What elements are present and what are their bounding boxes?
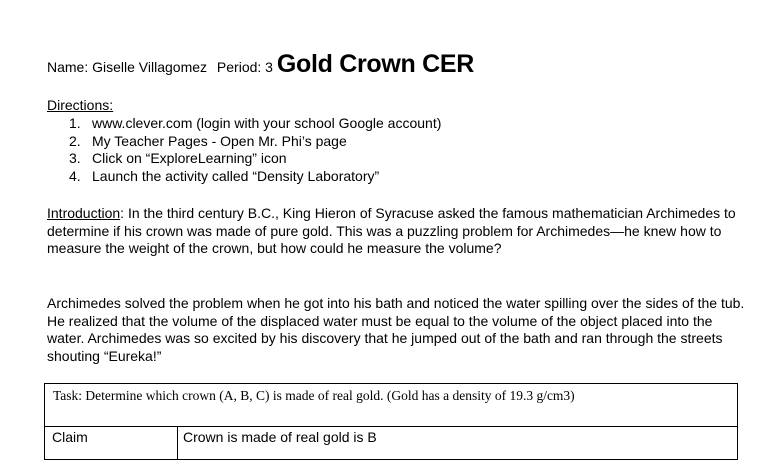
period-label: Period:: [216, 59, 262, 75]
directions-list: [47, 115, 441, 185]
list-item-number: 1.: [69, 115, 81, 131]
list-item: [47, 150, 441, 168]
list-item-text: www.clever.com (login with your school Google account): [92, 115, 442, 131]
period-value: 3: [265, 59, 273, 75]
list-item: [47, 133, 441, 151]
list-item-number: 2.: [69, 132, 81, 149]
table-row: [45, 427, 738, 460]
header-line: [47, 46, 474, 85]
cer-table: [44, 383, 738, 460]
name-label: Name:: [47, 59, 89, 75]
table-row: [45, 384, 738, 427]
list-item-number: 3.: [69, 150, 81, 167]
claim-label-cell: Claim: [45, 427, 178, 460]
claim-value-cell[interactable]: Crown is made of real gold is B: [178, 427, 738, 460]
introduction-text: : In the third century B.C., King Hieron of Syracuse asked the famous mathematician Archimedes to determine if his crown was made of pure gold. This was a puzzling problem for Archimedes—he knew how to measure the weight of the crown, but how could he measure the volume?: [47, 205, 736, 256]
page-title: Gold Crown CER: [276, 50, 475, 78]
list-item-text: My Teacher Pages - Open Mr. Phi’s page: [92, 132, 347, 149]
introduction-paragraph: [47, 205, 747, 258]
task-cell: Task: Determine which crown (A, B, C) is made of real gold. (Gold has a density of 19.3 g/cm3): [45, 384, 738, 427]
list-item-text: Click on “ExploreLearning” icon: [92, 150, 287, 167]
list-item-text: Launch the activity called “Density Laboratory”: [92, 167, 380, 184]
introduction-label: Introduction: [47, 205, 121, 221]
list-item: [47, 168, 441, 186]
directions-heading: Directions:: [47, 97, 114, 113]
archimedes-paragraph: Archimedes solved the problem when he got into his bath and noticed the water spilling over the sides of the tub. He realized that the volume of the displaced water must be equal to the volume of the object placed into the water. Archimedes was so excited by his discovery that he jumped out of the bath and ran through the streets shouting “Eureka!”: [47, 295, 745, 364]
student-name: Giselle Villagomez: [92, 59, 208, 75]
list-item-number: 4.: [69, 167, 81, 184]
list-item: [47, 115, 441, 133]
